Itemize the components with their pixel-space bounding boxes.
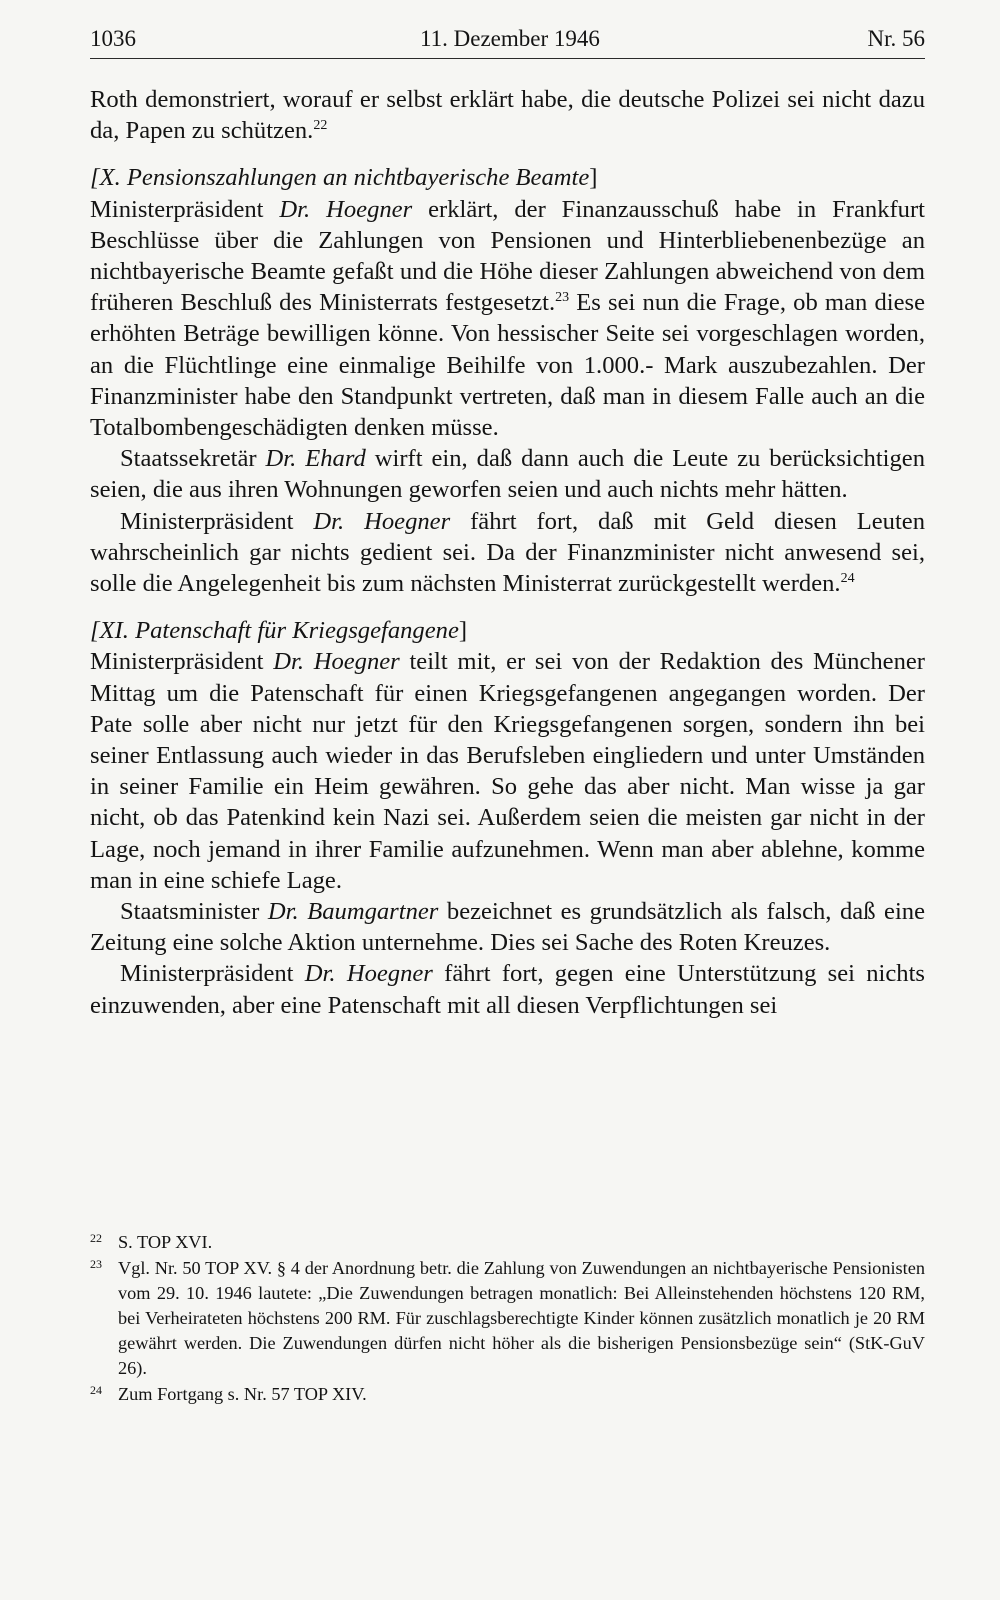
speaker-name: Dr. Ehard [265, 445, 366, 473]
paragraph-text: wirft ein, daß dann auch die Leute zu berücksichtigen seien, die aus ihren Wohnungen geworfen seien und auch nichts mehr hätten. [90, 445, 925, 504]
heading-bracket: [XI. [90, 617, 136, 645]
header-date: 11. Dezember 1946 [420, 26, 600, 51]
paragraph-text: Ministerpräsident [120, 960, 305, 988]
paragraph-text: Staatsminister [120, 898, 268, 926]
footnotes [90, 1230, 925, 1408]
paragraph-text: Staatssekretär [120, 445, 266, 473]
document-page [90, 0, 925, 1600]
paragraph [90, 443, 925, 505]
footnote [90, 1230, 925, 1255]
body-text [90, 84, 925, 1021]
footnote [90, 1382, 925, 1407]
section-heading [90, 615, 925, 646]
paragraph [90, 194, 925, 444]
speaker-name: Dr. Hoegner [279, 195, 413, 223]
paragraph-text: bezeichnet es grundsätzlich als falsch, daß eine Zeitung eine solche Aktion unternehme. Dies sei Sache des Roten Kreuzes. [90, 898, 925, 957]
footnote-ref: 22 [313, 118, 328, 134]
issue-number: Nr. 56 [867, 26, 925, 51]
paragraph [90, 958, 925, 1020]
paragraph-text: Roth demonstriert, worauf er selbst erklärt habe, die deutsche Polizei sei nicht dazu da, Papen zu schützen. [90, 86, 925, 145]
paragraph-text: erklärt, der Finanzausschuß habe in Frankfurt Beschlüsse über die Zahlungen von Pensionen und Hinterbliebenenbezüge an nichtbayerische Beamte gefaßt und die Höhe dieser Zahlungen abweichend von dem früheren Beschluß des Ministerrats festgesetzt. [90, 195, 926, 317]
speaker-name: Dr. Hoegner [313, 507, 451, 535]
paragraph-text: Ministerpräsident [90, 195, 280, 223]
footnote-number: 24 [90, 1383, 102, 1397]
heading-bracket: ] [589, 164, 598, 192]
paragraph [90, 506, 925, 600]
footnote-text: Zum Fortgang s. Nr. 57 TOP XIV. [118, 1384, 367, 1404]
footnote-number: 22 [90, 1231, 102, 1245]
footnote-ref: 23 [555, 290, 570, 306]
heading-bracket: [X. [90, 164, 127, 192]
footnote [90, 1256, 925, 1381]
speaker-name: Dr. Hoegner [304, 960, 433, 988]
footnote-text: S. TOP XVI. [118, 1232, 213, 1252]
section-title: Pensionszahlungen an nichtbayerische Beamte [126, 164, 590, 192]
paragraph [90, 896, 925, 958]
section-title: Patenschaft für Kriegsgefangene [135, 617, 459, 645]
footnote-number: 23 [90, 1257, 102, 1271]
speaker-name: Dr. Baumgartner [267, 898, 439, 926]
page-number: 1036 [90, 26, 136, 51]
paragraph-text: Es sei nun die Frage, ob man diese erhöhten Beträge bewilligen könne. Von hessischer Seite sei vorgeschlagen worden, an die Flüchtlinge eine einmalige Beihilfe von 1.000.- Mark auszubezahlen. Der Finanzminister habe den Standpunkt vertreten, daß man in diesem Falle auch an die Totalbombengeschädigten denken müsse. [90, 289, 925, 442]
paragraph [90, 84, 925, 146]
paragraph-text: fährt fort, daß mit Geld diesen Leuten wahrscheinlich gar nichts gedient sei. Da der Finanzminister nicht anwesend sei, solle die Angelegenheit bis zum nächsten Ministerrat zurückgestellt werden. [90, 507, 925, 598]
footnote-text: Vgl. Nr. 50 TOP XV. § 4 der Anordnung betr. die Zahlung von Zuwendungen an nichtbayerische Pensionisten vom 29. 10. 1946 lautete: „Die Zuwendungen betragen monatlich: Bei Alleinstehenden höchstens 120 RM, bei Verheirateten höchstens 200 RM. Für zuschlagsberechtigte Kinder können zusätzlich monatlich je 20 RM gewährt werden. Die Zuwendungen dürfen nicht höher als die bisherigen Pensionsbezüge sein“ (StK-GuV 26). [118, 1258, 925, 1378]
section-heading [90, 162, 925, 193]
paragraph-text: Ministerpräsident [90, 648, 274, 676]
paragraph [90, 646, 925, 896]
heading-bracket: ] [458, 617, 468, 645]
paragraph-text: fährt fort, gegen eine Unterstützung sei nichts einzuwenden, aber eine Patenschaft mit all diesen Verpflichtungen sei [90, 960, 925, 1019]
footnote-ref: 24 [840, 570, 855, 586]
running-header [90, 22, 925, 59]
paragraph-text: teilt mit, er sei von der Redaktion des Münchener Mittag um die Patenschaft für einen Kriegsgefangenen angegangen worden. Der Pate solle aber nicht nur jetzt für den Kriegsgefangenen sorgen, sondern ihn bei seiner Entlassung auch wieder in das Berufsleben eingliedern und unter Umständen in seiner Familie ein Heim gewähren. So gehe das aber nicht. Man wisse ja gar nicht, ob das Patenkind kein Nazi sei. Außerdem seien die meisten gar nicht in der Lage, noch jemand in ihrer Familie aufzunehmen. Wenn man aber ablehne, komme man in eine schiefe Lage. [90, 648, 925, 894]
speaker-name: Dr. Hoegner [273, 648, 400, 676]
paragraph-text: Ministerpräsident [120, 507, 314, 535]
